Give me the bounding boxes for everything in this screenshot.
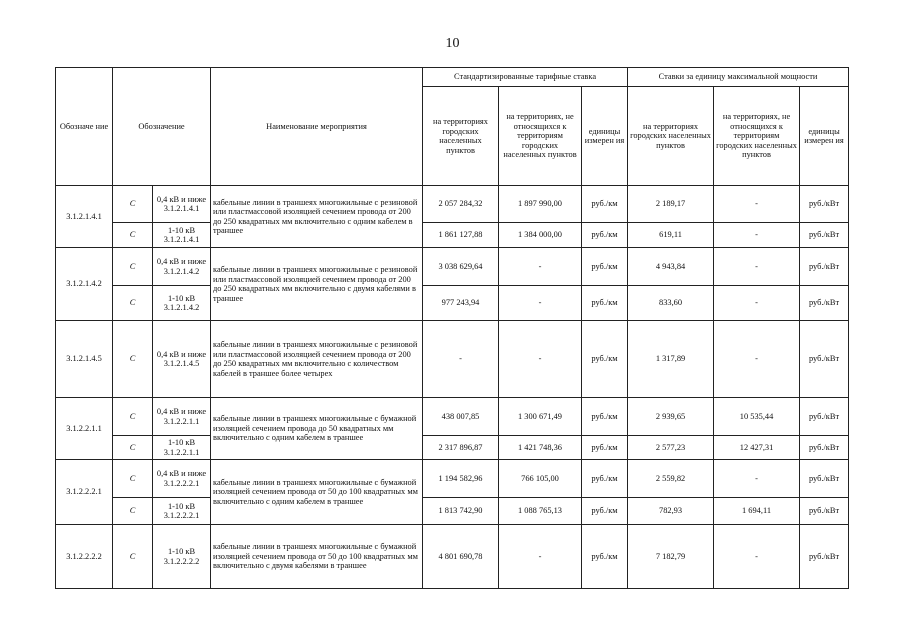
cell-pw-nonurban: - xyxy=(714,525,800,589)
header-designation: Обозначение xyxy=(113,68,211,186)
cell-std-unit: руб./км xyxy=(582,286,628,321)
cell-pw-urban: 7 182,79 xyxy=(628,525,714,589)
cell-pw-unit: руб./кВт xyxy=(800,321,849,398)
cell-std-nonurban: - xyxy=(499,286,582,321)
table-row xyxy=(56,186,849,223)
row-designation: 0,4 кВ и ниже 3.1.2.1.4.1 xyxy=(153,186,211,223)
row-designation: 1-10 кВ 3.1.2.1.4.1 xyxy=(153,223,211,248)
cell-pw-urban: 782,93 xyxy=(628,498,714,525)
row-letter: С xyxy=(113,498,153,525)
cell-pw-nonurban: 12 427,31 xyxy=(714,436,800,460)
cell-pw-unit: руб./кВт xyxy=(800,286,849,321)
cell-std-nonurban: - xyxy=(499,525,582,589)
cell-std-urban: 1 194 582,96 xyxy=(423,460,499,498)
cell-pw-nonurban: - xyxy=(714,321,800,398)
cell-std-urban: 1 861 127,88 xyxy=(423,223,499,248)
cell-std-urban: - xyxy=(423,321,499,398)
header-pw-unit: единицы измерен ия xyxy=(800,87,849,186)
cell-std-nonurban: - xyxy=(499,321,582,398)
table-header xyxy=(56,68,849,186)
cell-std-unit: руб./км xyxy=(582,525,628,589)
row-code: 3.1.2.2.2.2 xyxy=(56,525,113,589)
table-row xyxy=(56,460,849,498)
cell-std-urban: 438 007,85 xyxy=(423,398,499,436)
row-code: 3.1.2.2.1.1 xyxy=(56,398,113,460)
cell-pw-urban: 2 577,23 xyxy=(628,436,714,460)
row-designation: 0,4 кВ и ниже 3.1.2.2.1.1 xyxy=(153,398,211,436)
header-std-urban: на территориях городских населенных пунктов xyxy=(423,87,499,186)
row-letter: С xyxy=(113,223,153,248)
cell-std-urban: 4 801 690,78 xyxy=(423,525,499,589)
cell-std-unit: руб./км xyxy=(582,436,628,460)
table-row xyxy=(56,223,849,248)
row-letter: С xyxy=(113,286,153,321)
cell-pw-unit: руб./кВт xyxy=(800,525,849,589)
cell-std-nonurban: 1 088 765,13 xyxy=(499,498,582,525)
row-letter: С xyxy=(113,186,153,223)
cell-std-nonurban: 1 384 000,00 xyxy=(499,223,582,248)
row-description: кабельные линии в траншеях многожильные с бумажной изоляцией сечением провода от 50 до 100 квадратных мм включительно с двумя кабелями в траншее xyxy=(211,525,423,589)
cell-pw-nonurban: - xyxy=(714,186,800,223)
row-letter: С xyxy=(113,321,153,398)
table-row xyxy=(56,286,849,321)
row-letter: С xyxy=(113,460,153,498)
row-description: кабельные линии в траншеях многожильные с бумажной изоляцией сечением провода от 50 до 100 квадратных мм включительно с одним кабелем в траншее xyxy=(211,460,423,525)
row-letter: С xyxy=(113,436,153,460)
cell-std-unit: руб./км xyxy=(582,321,628,398)
table-row xyxy=(56,498,849,525)
cell-std-nonurban: 766 105,00 xyxy=(499,460,582,498)
cell-pw-unit: руб./кВт xyxy=(800,223,849,248)
cell-pw-urban: 2 189,17 xyxy=(628,186,714,223)
row-designation: 0,4 кВ и ниже 3.1.2.2.2.1 xyxy=(153,460,211,498)
cell-std-urban: 1 813 742,90 xyxy=(423,498,499,525)
cell-pw-unit: руб./кВт xyxy=(800,460,849,498)
cell-std-nonurban: - xyxy=(499,248,582,286)
cell-pw-nonurban: - xyxy=(714,223,800,248)
cell-pw-unit: руб./кВт xyxy=(800,436,849,460)
table-row xyxy=(56,248,849,286)
row-description: кабельные линии в траншеях многожильные с резиновой или пластмассовой изоляцией сечением провода от 200 до 250 квадратных мм включительно с двумя кабелями в траншее xyxy=(211,248,423,321)
row-letter: С xyxy=(113,398,153,436)
table-row xyxy=(56,321,849,398)
cell-pw-urban: 1 317,89 xyxy=(628,321,714,398)
tariff-table xyxy=(55,67,849,589)
row-designation: 1-10 кВ 3.1.2.2.1.1 xyxy=(153,436,211,460)
table-row xyxy=(56,436,849,460)
cell-std-nonurban: 1 300 671,49 xyxy=(499,398,582,436)
cell-pw-unit: руб./кВт xyxy=(800,498,849,525)
header-pw-urban: на территориях городских населенных пунктов xyxy=(628,87,714,186)
page-number: 10 xyxy=(445,36,460,51)
row-description: кабельные линии в траншеях многожильные с резиновой или пластмассовой изоляцией сечением провода от 200 до 250 квадратных мм включительно с одним кабелем в траншее xyxy=(211,186,423,248)
row-designation: 1-10 кВ 3.1.2.1.4.2 xyxy=(153,286,211,321)
header-std-unit: единицы измерен ия xyxy=(582,87,628,186)
cell-pw-unit: руб./кВт xyxy=(800,248,849,286)
cell-pw-nonurban: - xyxy=(714,248,800,286)
cell-pw-urban: 619,11 xyxy=(628,223,714,248)
cell-pw-nonurban: - xyxy=(714,286,800,321)
header-group-power: Ставки за единицу максимальной мощности xyxy=(628,68,849,87)
cell-pw-nonurban: 1 694,11 xyxy=(714,498,800,525)
cell-pw-unit: руб./кВт xyxy=(800,398,849,436)
cell-std-unit: руб./км xyxy=(582,248,628,286)
row-designation: 1-10 кВ 3.1.2.2.2.2 xyxy=(153,525,211,589)
row-designation: 1-10 кВ 3.1.2.2.2.1 xyxy=(153,498,211,525)
row-code: 3.1.2.2.2.1 xyxy=(56,460,113,525)
cell-std-unit: руб./км xyxy=(582,223,628,248)
row-description: кабельные линии в траншеях многожильные с бумажной изоляцией сечением провода до 50 квадратных мм включительно с одним кабелем в траншее xyxy=(211,398,423,460)
cell-std-unit: руб./км xyxy=(582,460,628,498)
header-group-standard: Стандартизированные тарифные ставка xyxy=(423,68,628,87)
table-row xyxy=(56,525,849,589)
cell-std-unit: руб./км xyxy=(582,498,628,525)
header-pw-nonurban: на территориях, не относящихся к территориям городских населенных пунктов xyxy=(714,87,800,186)
row-letter: С xyxy=(113,525,153,589)
cell-std-nonurban: 1 421 748,36 xyxy=(499,436,582,460)
header-code: Обозначе ние xyxy=(56,68,113,186)
row-designation: 0,4 кВ и ниже 3.1.2.1.4.5 xyxy=(153,321,211,398)
cell-std-urban: 977 243,94 xyxy=(423,286,499,321)
cell-std-urban: 3 038 629,64 xyxy=(423,248,499,286)
cell-pw-nonurban: 10 535,44 xyxy=(714,398,800,436)
cell-pw-urban: 4 943,84 xyxy=(628,248,714,286)
header-name: Наименование мероприятия xyxy=(211,68,423,186)
header-std-nonurban: на территориях, не относящихся к территориям городских населенных пунктов xyxy=(499,87,582,186)
row-code: 3.1.2.1.4.5 xyxy=(56,321,113,398)
row-code: 3.1.2.1.4.1 xyxy=(56,186,113,248)
table-row xyxy=(56,398,849,436)
cell-std-unit: руб./км xyxy=(582,398,628,436)
cell-pw-nonurban: - xyxy=(714,460,800,498)
cell-std-urban: 2 317 896,87 xyxy=(423,436,499,460)
row-letter: С xyxy=(113,248,153,286)
row-designation: 0,4 кВ и ниже 3.1.2.1.4.2 xyxy=(153,248,211,286)
row-description: кабельные линии в траншеях многожильные с резиновой или пластмассовой изоляцией сечением провода от 200 до 250 квадратных мм включительно с количеством кабелей в траншее более четырех xyxy=(211,321,423,398)
cell-pw-urban: 2 559,82 xyxy=(628,460,714,498)
cell-std-unit: руб./км xyxy=(582,186,628,223)
row-code: 3.1.2.1.4.2 xyxy=(56,248,113,321)
cell-std-urban: 2 057 284,32 xyxy=(423,186,499,223)
cell-pw-urban: 2 939,65 xyxy=(628,398,714,436)
cell-pw-unit: руб./кВт xyxy=(800,186,849,223)
table-body xyxy=(56,186,849,589)
cell-std-nonurban: 1 897 990,00 xyxy=(499,186,582,223)
cell-pw-urban: 833,60 xyxy=(628,286,714,321)
